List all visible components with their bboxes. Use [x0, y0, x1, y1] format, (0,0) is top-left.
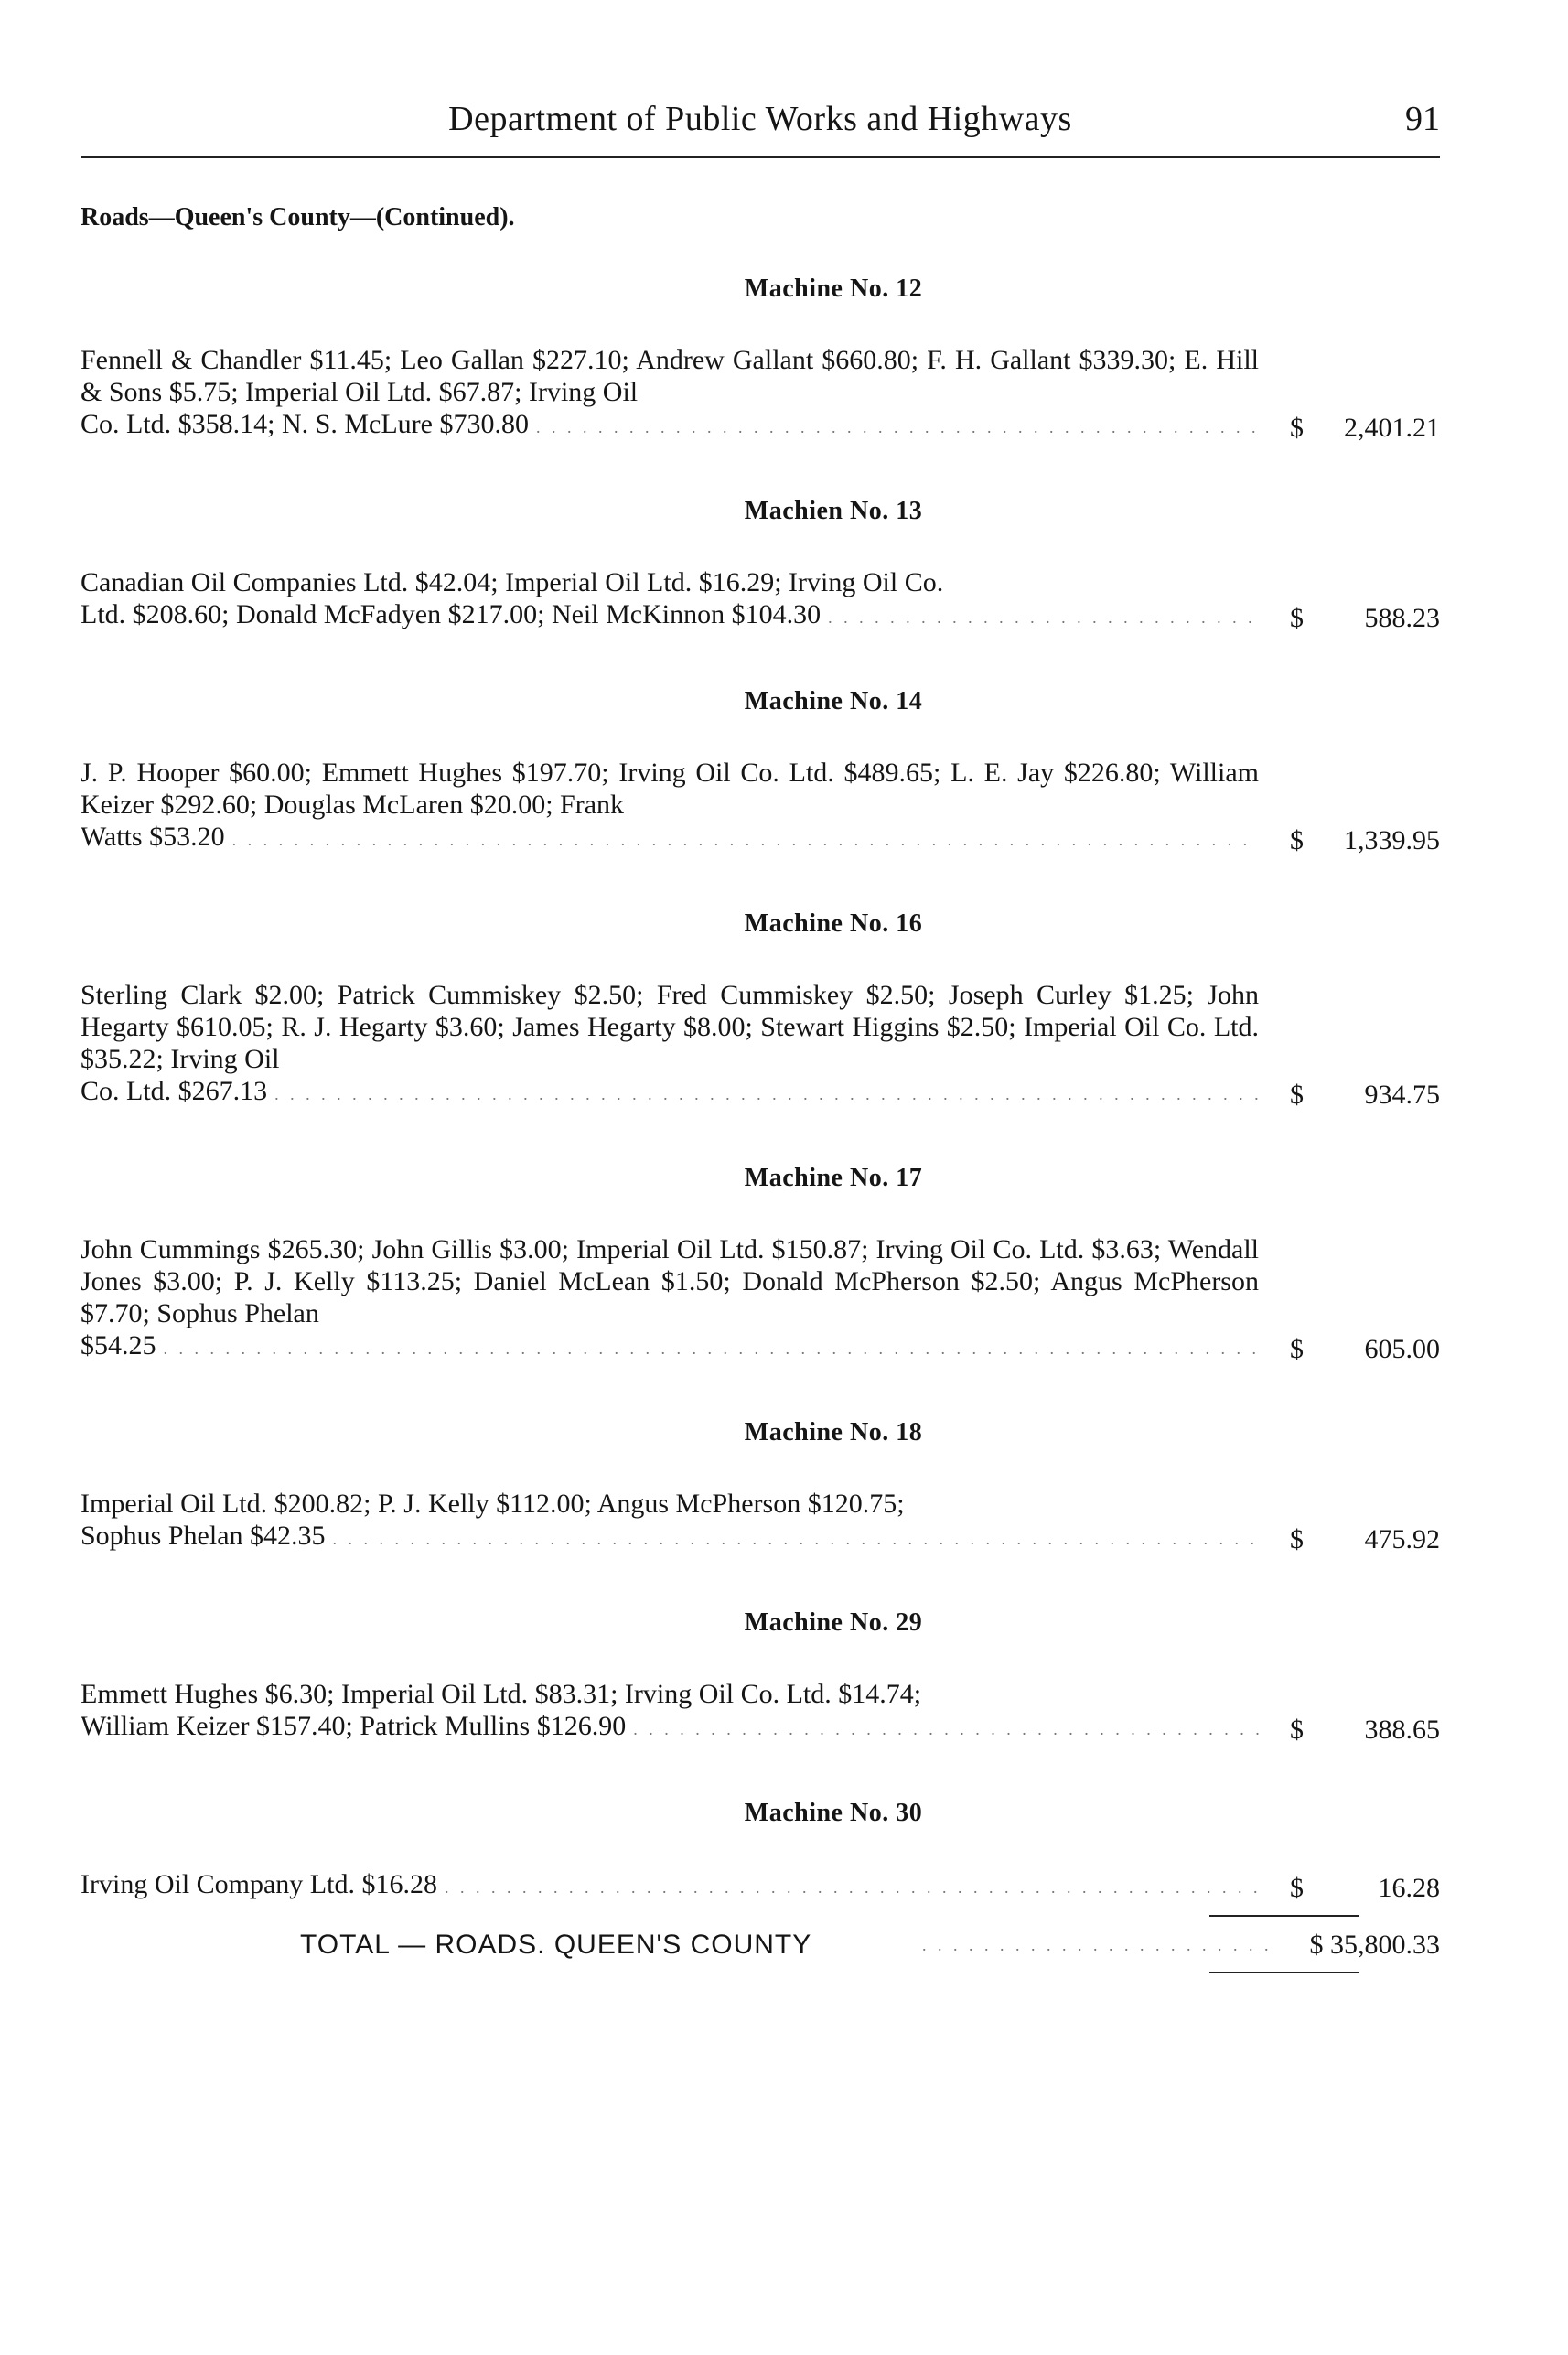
total-rule-top: [1209, 1915, 1359, 1917]
entry-last-line-text: $54.25: [81, 1330, 156, 1360]
entry-body: [81, 344, 1440, 444]
entry-amount: 1,339.95: [1344, 825, 1440, 855]
entry-text: Sterling Clark $2.00; Patrick Cummiskey $2.50; Fred Cummiskey $2.50; Joseph Curley $1.25; John Hegarty $610.05; R. J. Hegarty $3.60; James Hegarty $8.00; Stewart Higgins $2.50; Imperial Oil Co. Ltd. $35.22; Irving Oil: [81, 980, 1259, 1074]
entry-last-line-text: Irving Oil Company Ltd. $16.28: [81, 1869, 437, 1899]
total-label: TOTAL — ROADS. QUEEN'S COUNTY: [300, 1930, 812, 1960]
page-title: Department of Public Works and Highways: [448, 100, 1072, 138]
entry-last-line: [81, 598, 1259, 634]
entry-text: Fennell & Chandler $11.45; Leo Gallan $227.10; Andrew Gallant $660.80; F. H. Gallant $339.30; E. Hill & Sons $5.75; Imperial Oil Ltd. $67.87; Irving Oil: [81, 345, 1259, 407]
entry-last-line: [81, 1075, 1259, 1111]
machine-entry: [81, 687, 1440, 856]
dot-leader: [232, 824, 1259, 856]
entry-text: J. P. Hooper $60.00; Emmett Hughes $197.70; Irving Oil Co. Ltd. $489.65; L. E. Jay $226.80; William Keizer $292.60; Douglas McLaren $20.00; Frank: [81, 758, 1259, 820]
entry-last-line: [81, 1710, 1259, 1746]
entries-list: [81, 274, 1440, 1904]
dot-leader: [164, 1333, 1260, 1365]
entry-body: [81, 1678, 1440, 1746]
dollar-sign: $: [1290, 1715, 1304, 1745]
total-amount: $ 35,800.33: [1309, 1930, 1440, 1960]
dollar-sign: $: [1290, 603, 1304, 633]
entry-amount: 588.23: [1364, 603, 1440, 633]
machine-heading: Machine No. 30: [744, 1799, 923, 1827]
dot-leader: [633, 1714, 1259, 1746]
dot-leader: [445, 1872, 1259, 1904]
entry-amount: 934.75: [1364, 1080, 1440, 1110]
entry-body: [81, 1488, 1440, 1555]
dollar-sign: $: [1290, 1080, 1304, 1110]
machine-entry: [81, 1164, 1440, 1365]
entry-text: Canadian Oil Companies Ltd. $42.04; Imperial Oil Ltd. $16.29; Irving Oil Co.: [81, 567, 944, 597]
entry-text: Imperial Oil Ltd. $200.82; P. J. Kelly $112.00; Angus McPherson $120.75;: [81, 1489, 905, 1519]
entry-last-line-text: Sophus Phelan $42.35: [81, 1521, 326, 1551]
machine-entry: [81, 1418, 1440, 1555]
dot-leader: [922, 1936, 1275, 1955]
machine-entry: [81, 1608, 1440, 1746]
entry-last-line: [81, 1329, 1259, 1365]
machine-heading: Machine No. 12: [744, 274, 923, 303]
machine-heading: Machine No. 18: [744, 1418, 923, 1446]
dot-leader: [536, 412, 1259, 444]
entry-body: [81, 1233, 1440, 1365]
dollar-sign: $: [1290, 413, 1304, 443]
entry-last-line-text: Co. Ltd. $267.13: [81, 1076, 268, 1106]
entry-body: [81, 1868, 1440, 1904]
entry-amount: 2,401.21: [1344, 413, 1440, 443]
entry-last-line-text: Co. Ltd. $358.14; N. S. McLure $730.80: [81, 409, 529, 439]
total-rule-bottom: [1209, 1972, 1359, 1973]
dot-leader: [333, 1523, 1259, 1555]
entry-amount: 475.92: [1364, 1524, 1440, 1554]
entry-last-line: [81, 408, 1259, 444]
machine-heading: Machine No. 16: [744, 909, 923, 938]
dollar-sign: $: [1290, 1524, 1304, 1554]
entry-last-line: [81, 1520, 1259, 1555]
dollar-sign: $: [1290, 1873, 1304, 1903]
machine-entry: [81, 1799, 1440, 1904]
dollar-sign: $: [1290, 825, 1304, 855]
dot-leader: [274, 1079, 1259, 1111]
entry-amount: 605.00: [1364, 1334, 1440, 1364]
dot-leader: [828, 602, 1259, 634]
entry-body: [81, 566, 1440, 634]
machine-heading: Machine No. 14: [744, 687, 923, 715]
entry-amount: 388.65: [1364, 1715, 1440, 1745]
entry-text: John Cummings $265.30; John Gillis $3.00; Imperial Oil Ltd. $150.87; Irving Oil Co. Ltd. $3.63; Wendall Jones $3.00; P. J. Kelly $113.25; Daniel McLean $1.50; Donald McPherson $2.50; Angus McPherson $7.70; Sophus Phelan: [81, 1234, 1259, 1328]
entry-body: [81, 979, 1440, 1111]
machine-entry: [81, 497, 1440, 634]
entry-body: [81, 757, 1440, 856]
entry-last-line-text: Ltd. $208.60; Donald McFadyen $217.00; Neil McKinnon $104.30: [81, 599, 822, 629]
entry-last-line: [81, 1868, 1259, 1904]
section-title: Roads—Queen's County—(Continued).: [81, 203, 515, 231]
entry-last-line-text: Watts $53.20: [81, 822, 225, 852]
total-row: [81, 1924, 1440, 1961]
entry-amount: 16.28: [1378, 1873, 1440, 1903]
dollar-sign: $: [1290, 1334, 1304, 1364]
machine-entry: [81, 909, 1440, 1111]
machine-heading: Machien No. 13: [744, 497, 923, 525]
page-number: 91: [1405, 100, 1440, 138]
entry-last-line: [81, 821, 1259, 856]
machine-heading: Machine No. 17: [744, 1164, 923, 1192]
entry-last-line-text: William Keizer $157.40; Patrick Mullins $126.90: [81, 1711, 627, 1741]
machine-heading: Machine No. 29: [744, 1608, 923, 1637]
page-header: [81, 99, 1440, 154]
machine-entry: [81, 274, 1440, 444]
header-rule: [81, 156, 1440, 158]
entry-text: Emmett Hughes $6.30; Imperial Oil Ltd. $83.31; Irving Oil Co. Ltd. $14.74;: [81, 1679, 922, 1709]
